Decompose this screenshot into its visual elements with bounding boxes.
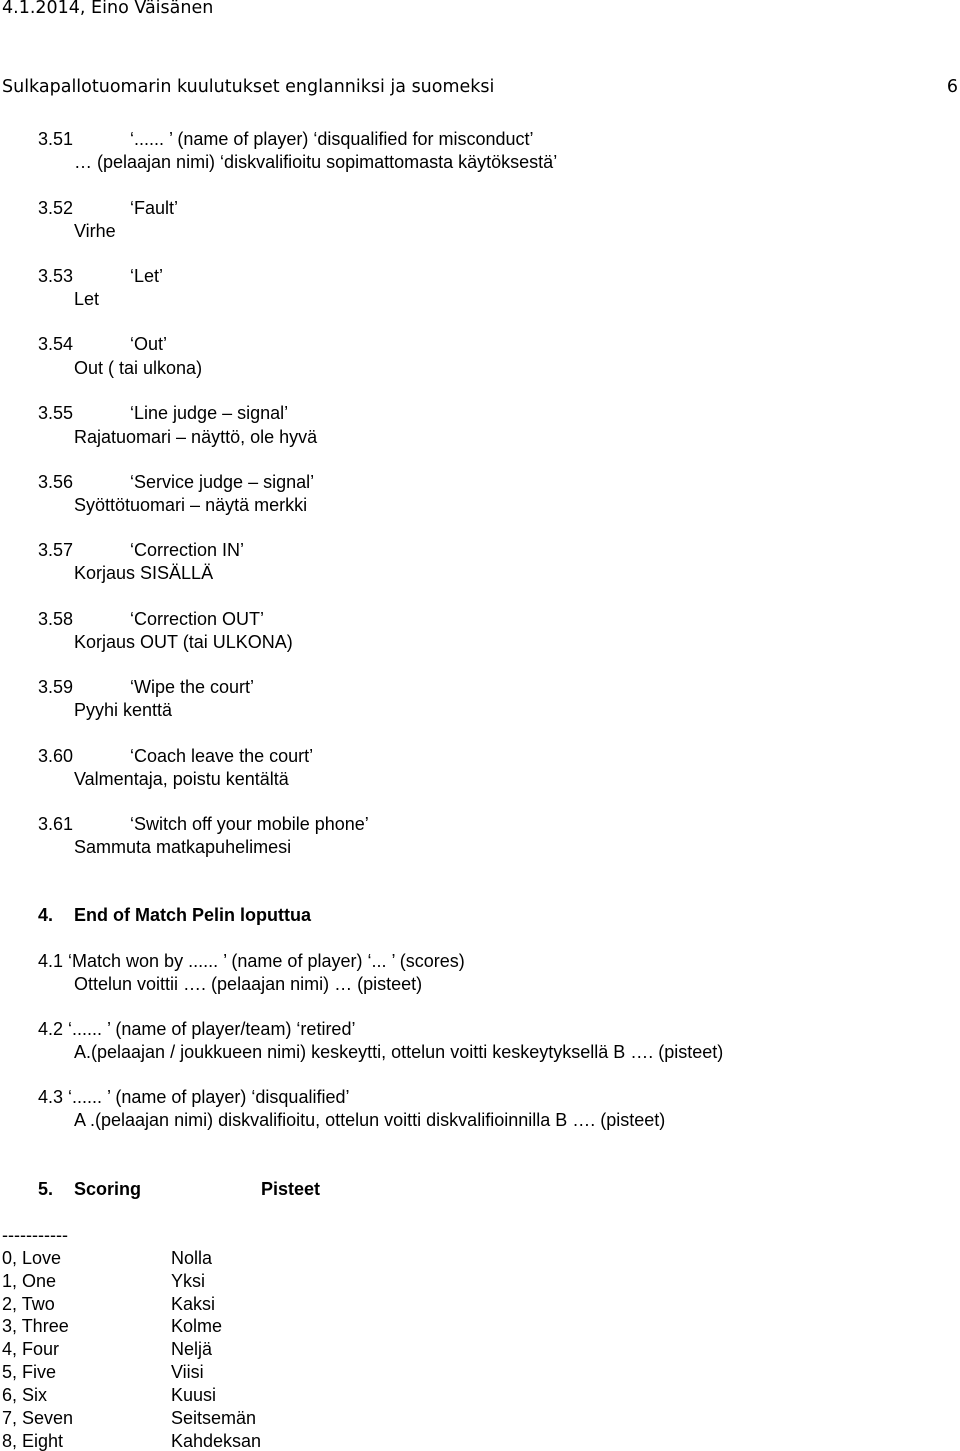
end-of-match-english: 4.1 ‘Match won by ...... ’ (name of player) ‘... ’ (scores) — [38, 951, 465, 971]
announcement-number: 3.59 — [38, 677, 74, 697]
announcement-english: ‘Fault’ — [130, 198, 179, 218]
announcement-english: ‘Wipe the court’ — [130, 677, 255, 697]
announcement-finnish: Pyyhi kenttä — [74, 700, 173, 720]
section-heading: End of Match Pelin loputtua — [74, 905, 311, 925]
divider: ----------- — [2, 1225, 68, 1245]
score-english: 1, One — [2, 1271, 57, 1291]
announcement-number: 3.60 — [38, 746, 74, 766]
score-english: 4, Four — [2, 1339, 60, 1359]
announcement-finnish: Korjaus SISÄLLÄ — [74, 563, 214, 583]
score-english: 0, Love — [2, 1248, 62, 1268]
announcement-number: 3.54 — [38, 334, 74, 354]
score-finnish: Kahdeksan — [171, 1431, 262, 1451]
announcement-number: 3.51 — [38, 129, 74, 149]
announcement-finnish: Rajatuomari – näyttö, ole hyvä — [74, 427, 318, 447]
page-number: 6 — [946, 77, 958, 97]
score-english: 7, Seven — [2, 1408, 74, 1428]
section-heading-english: Scoring — [74, 1179, 142, 1199]
announcement-english: ‘Let’ — [130, 266, 164, 286]
announcement-finnish: Valmentaja, poistu kentältä — [74, 769, 289, 789]
score-finnish: Kolme — [171, 1316, 223, 1336]
section-number: 4. — [38, 905, 54, 925]
announcement-number: 3.55 — [38, 403, 74, 423]
announcement-finnish: Korjaus OUT (tai ULKONA) — [74, 632, 293, 652]
announcement-number: 3.57 — [38, 540, 74, 560]
score-finnish: Kaksi — [171, 1294, 216, 1314]
announcement-english: ‘Switch off your mobile phone’ — [130, 814, 369, 834]
score-english: 6, Six — [2, 1385, 48, 1405]
announcement-finnish: Let — [74, 289, 100, 309]
announcement-english: ‘Correction OUT’ — [130, 609, 265, 629]
score-finnish: Viisi — [171, 1362, 204, 1382]
announcement-english: ‘Line judge – signal’ — [130, 403, 289, 423]
announcement-finnish: Syöttötuomari – näytä merkki — [74, 495, 308, 515]
announcement-english: ‘Out’ — [130, 334, 168, 354]
announcement-number: 3.52 — [38, 198, 74, 218]
score-english: 5, Five — [2, 1362, 57, 1382]
end-of-match-finnish: Ottelun voittii …. (pelaajan nimi) … (pisteet) — [74, 974, 423, 994]
score-finnish: Yksi — [171, 1271, 206, 1291]
announcement-english: ‘Coach leave the court’ — [130, 746, 314, 766]
score-finnish: Kuusi — [171, 1385, 217, 1405]
announcement-finnish: Out ( tai ulkona) — [74, 358, 203, 378]
announcement-number: 3.58 — [38, 609, 74, 629]
score-english: 8, Eight — [2, 1431, 64, 1451]
announcement-english: ‘...... ’ (name of player) ‘disqualified for misconduct’ — [130, 129, 534, 149]
score-english: 2, Two — [2, 1294, 55, 1314]
announcement-finnish: Virhe — [74, 221, 116, 241]
announcement-english: ‘Service judge – signal’ — [130, 472, 315, 492]
announcement-finnish: … (pelaajan nimi) ‘diskvalifioitu sopimattomasta käytöksestä’ — [74, 152, 558, 172]
date-author-line: 4.1.2014, Eino Väisänen — [2, 0, 214, 18]
announcement-number: 3.61 — [38, 814, 74, 834]
end-of-match-english: 4.3 ‘...... ’ (name of player) ‘disqualified’ — [38, 1087, 350, 1107]
document-title: Sulkapallotuomarin kuulutukset englanniksi ja suomeksi — [2, 77, 495, 97]
section-heading-finnish: Pisteet — [261, 1179, 321, 1199]
announcement-number: 3.56 — [38, 472, 74, 492]
end-of-match-finnish: A.(pelaajan / joukkueen nimi) keskeytti, ottelun voitti keskeytyksellä B …. (pisteet) — [74, 1042, 724, 1062]
score-english: 3, Three — [2, 1316, 69, 1336]
announcement-finnish: Sammuta matkapuhelimesi — [74, 837, 292, 857]
announcement-english: ‘Correction IN’ — [130, 540, 245, 560]
score-finnish: Neljä — [171, 1339, 213, 1359]
announcement-number: 3.53 — [38, 266, 74, 286]
score-finnish: Seitsemän — [171, 1408, 257, 1428]
section-number: 5. — [38, 1179, 54, 1199]
score-finnish: Nolla — [171, 1248, 213, 1268]
end-of-match-finnish: A .(pelaajan nimi) diskvalifioitu, ottelun voitti diskvalifioinnilla B …. (pisteet) — [74, 1110, 666, 1130]
end-of-match-english: 4.2 ‘...... ’ (name of player/team) ‘retired’ — [38, 1019, 356, 1039]
